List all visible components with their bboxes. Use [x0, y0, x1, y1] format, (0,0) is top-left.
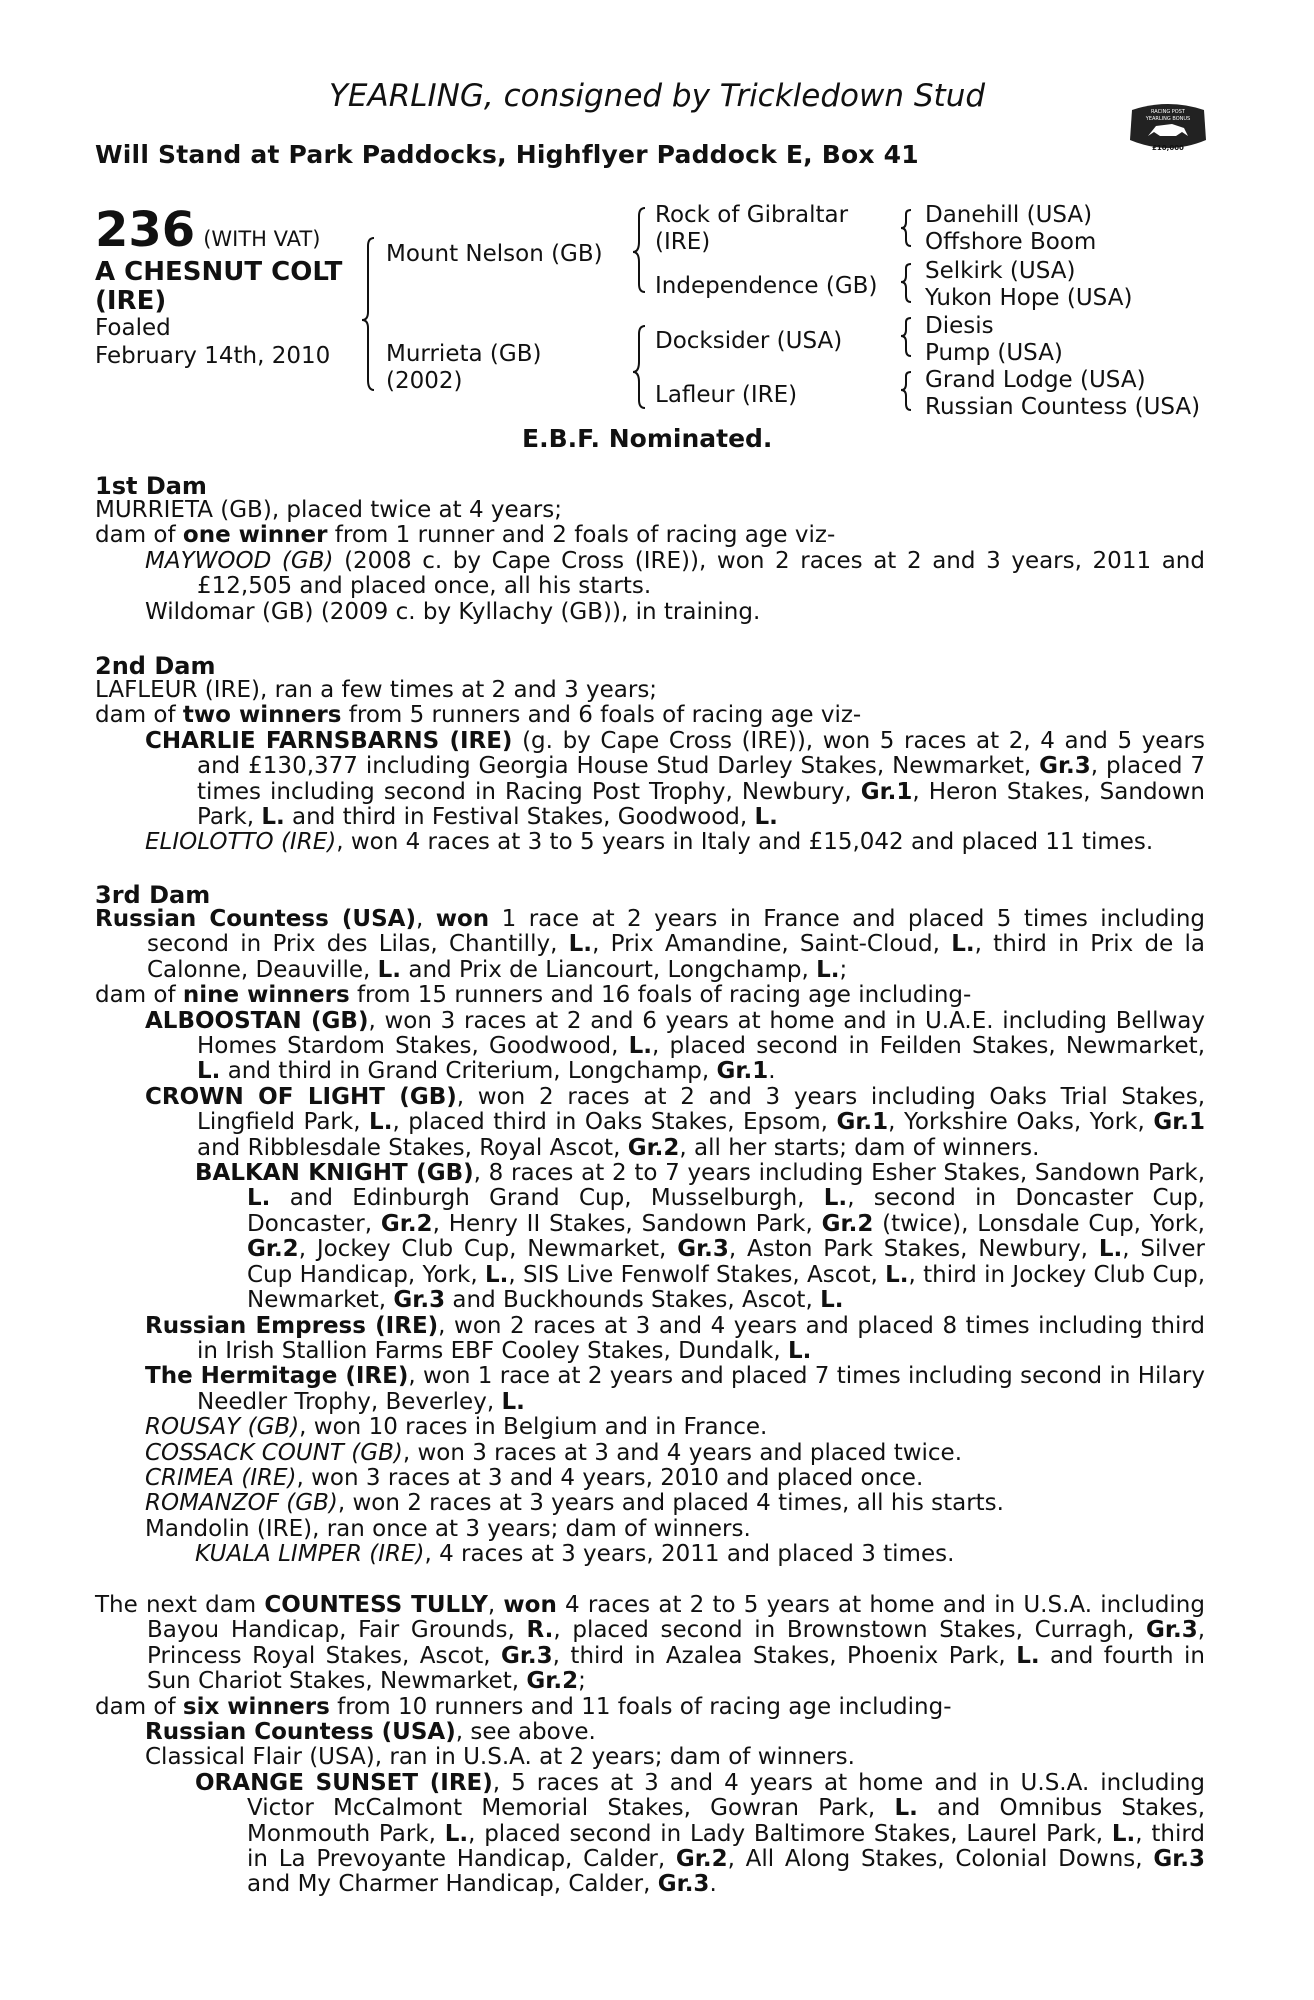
dam-year: (2002)	[386, 368, 463, 394]
progeny-entry: Russian Empress (IRE), won 2 races at 3 and 4 years and placed 8 times including third in Irish Stallion Farms EBF Cooley Stakes, Dundalk, L.	[145, 1312, 1205, 1364]
first-dam-heading: 1st Dam	[95, 472, 207, 500]
progeny-entry: The Hermitage (IRE), won 1 race at 2 years and placed 7 times including second in Hilary Needler Trophy, Beverley, L.	[145, 1363, 1205, 1415]
horse-description: A CHESNUT COLT (IRE)	[95, 257, 343, 316]
progeny-entry: MAYWOOD (GB) (2008 c. by Cape Cross (IRE)), won 2 races at 2 and 3 years, 2011 and £12,505 and placed once, all his starts.	[145, 547, 1205, 600]
progeny-entry: ELIOLOTTO (IRE), won 4 races at 3 to 5 years in Italy and £15,042 and placed 11 times.	[145, 829, 1154, 856]
progeny-entry: ROMANZOF (GB), won 2 races at 3 years and placed 4 times, all his starts.	[145, 1490, 1004, 1517]
progeny-entry: Russian Countess (USA), see above.	[145, 1719, 596, 1746]
badge-mid-text: YEARLING BONUS	[1145, 116, 1191, 122]
foaled-info: Foaled February 14th, 2010	[95, 315, 331, 369]
lot-number: 236 (WITH VAT)	[95, 202, 321, 258]
ebf-nomination: E.B.F. Nominated.	[522, 424, 773, 453]
granddam-3: Pump (USA)	[925, 340, 1063, 366]
grandsire-3: Diesis	[925, 313, 994, 339]
vat-note: (WITH VAT)	[203, 227, 321, 251]
progeny-entry: Wildomar (GB) (2009 c. by Kyllachy (GB)), in training.	[145, 598, 761, 625]
progeny-entry: CROWN OF LIGHT (GB), won 2 races at 2 and 3 years including Oaks Trial Stakes, Lingfield Park, L., placed third in Oaks Stakes, Epsom, Gr.1, Yorkshire Oaks, York, Gr.1 and Ribblesdale Stakes, Royal Ascot, Gr.2, all her starts; dam of winners.	[145, 1083, 1205, 1161]
third-dam-heading: 3rd Dam	[95, 881, 211, 909]
next-dam-section: The next dam COUNTESS TULLY, won 4 races at 2 to 5 years at home and in U.S.A. including Bayou Handicap, Fair Grounds, R., placed second in Brownstown Stakes, Curragh, Gr.3, Princess Royal Stakes, Ascot, Gr.3, third in Azalea Stakes, Phoenix Park, L. and fourth in Sun Chariot Stakes, Newmarket, Gr.2; dam of six winners from 10 runners and 11 foals of racing age including- Russian Countess (USA), see above. Classical Flair (USA), ran in U.S.A. at 2 years; dam of winners. ORANGE SUNSET (IRE), 5 races at 3 and 4 years at home and in U.S.A. including Victor McCalmont Memorial Stakes, Gowran Park, L. and Omnibus Stakes, Monmouth Park, L., placed second in Lady Baltimore Stakes, Laurel Park, L., third in La Prevoyante Handicap, Calder, Gr.2, All Along Stakes, Colonial Downs, Gr.3 and My Charmer Handicap, Calder, Gr.3.	[95, 1592, 1206, 1898]
progeny-entry: ORANGE SUNSET (IRE), 5 races at 3 and 4 years at home and in U.S.A. including Victor McCalmont Memorial Stakes, Gowran Park, L. and Omnibus Stakes, Monmouth Park, L., placed second in Lady Baltimore Stakes, Laurel Park, L., third in La Prevoyante Handicap, Calder, Gr.2, All Along Stakes, Colonial Downs, Gr.3 and My Charmer Handicap, Calder, Gr.3.	[195, 1769, 1206, 1898]
stand-location: Will Stand at Park Paddocks, Highflyer Paddock E, Box 41	[95, 140, 919, 169]
grandsire-4: Grand Lodge (USA)	[925, 367, 1146, 393]
sire-sire-name: Rock of Gibraltar (IRE)	[655, 202, 849, 255]
progeny-entry: BALKAN KNIGHT (GB), 8 races at 2 to 7 years including Esher Stakes, Sandown Park, L. and Edinburgh Grand Cup, Musselburgh, L., second in Doncaster Cup, Doncaster, Gr.2, Henry II Stakes, Sandown Park, Gr.2 (twice), Lonsdale Cup, York, Gr.2, Jockey Club Cup, Newmarket, Gr.3, Aston Park Stakes, Newbury, L., Silver Cup Handicap, York, L., SIS Live Fenwolf Stakes, Ascot, L., third in Jockey Club Cup, Newmarket, Gr.3 and Buckhounds Stakes, Ascot, L.	[195, 1160, 1205, 1314]
progeny-entry: CRIMEA (IRE), won 3 races at 3 and 4 years, 2010 and placed once.	[145, 1464, 924, 1491]
first-dam-section: MURRIETA (GB), placed twice at 4 years; dam of one winner from 1 runner and 2 foals of racing age viz- MAYWOOD (GB) (2008 c. by Cape Cross (IRE)), won 2 races at 2 and 3 years, 2011 and £12,505 and placed once, all his starts. Wildomar (GB) (2009 c. by Kyllachy (GB)), in training.	[95, 497, 1205, 625]
progeny-entry: ROUSAY (GB), won 10 races in Belgium and in France.	[145, 1414, 768, 1441]
badge-bottom-text: £10,000	[1152, 144, 1184, 152]
second-dam-heading: 2nd Dam	[95, 652, 216, 680]
dam-sire-name: Docksider (USA)	[655, 328, 843, 354]
grandsire-2: Selkirk (USA)	[925, 258, 1076, 284]
grandsire-1: Danehill (USA)	[925, 202, 1093, 228]
progeny-entry: COSSACK COUNT (GB), won 3 races at 3 and 4 years and placed twice.	[145, 1439, 963, 1466]
progeny-entry: ALBOOSTAN (GB), won 3 races at 2 and 6 years at home and in U.A.E. including Bellway Homes Stardom Stakes, Goodwood, L., placed second in Feilden Stakes, Newmarket, L. and third in Grand Criterium, Longchamp, Gr.1.	[145, 1007, 1206, 1085]
dam-dam-name: Lafleur (IRE)	[655, 382, 798, 408]
dam-name: Murrieta (GB)	[386, 341, 542, 367]
progeny-entry: CHARLIE FARNSBARNS (IRE) (g. by Cape Cross (IRE)), won 5 races at 2, 4 and 5 years and £130,377 including Georgia House Stud Darley Stakes, Newmarket, Gr.3, placed 7 times including second in Racing Post Trophy, Newbury, Gr.1, Heron Stakes, Sandown Park, L. and third in Festival Stakes, Goodwood, L.	[145, 727, 1205, 831]
progeny-entry: Classical Flair (USA), ran in U.S.A. at 2 years; dam of winners.	[145, 1744, 855, 1771]
badge-top-text: RACING POST	[1151, 109, 1185, 115]
first-dam-line: MURRIETA (GB), placed twice at 4 years;	[95, 497, 562, 523]
granddam-1: Offshore Boom	[925, 229, 1097, 255]
granddam-2: Yukon Hope (USA)	[925, 285, 1133, 311]
third-dam-section: Russian Countess (USA), won 1 race at 2 years in France and placed 5 times including second in Prix des Lilas, Chantilly, L., Prix Amandine, Saint-Cloud, L., third in Prix de la Calonne, Deauville, L. and Prix de Liancourt, Longchamp, L.; dam of nine winners from 15 runners and 16 foals of racing age including- ALBOOSTAN (GB), won 3 races at 2 and 6 years at home and in U.A.E. including Bellway Homes Stardom Stakes, Goodwood, L., placed second in Feilden Stakes, Newmarket, L. and third in Grand Criterium, Longchamp, Gr.1. CROWN OF LIGHT (GB), won 2 races at 2 and 3 years including Oaks Trial Stakes, Lingfield Park, L., placed third in Oaks Stakes, Epsom, Gr.1, Yorkshire Oaks, York, Gr.1 and Ribblesdale Stakes, Royal Ascot, Gr.2, all her starts; dam of winners. BALKAN KNIGHT (GB), 8 races at 2 to 7 years including Esher Stakes, Sandown Park, L. and Edinburgh Grand Cup, Musselburgh, L., second in Doncaster Cup, Doncaster, Gr.2, Henry II Stakes, Sandown Park, Gr.2 (twice), Lonsdale Cup, York, Gr.2, Jockey Club Cup, Newmarket, Gr.3, Aston Park Stakes, Newbury, L., Silver Cup Handicap, York, L., SIS Live Fenwolf Stakes, Ascot, L., third in Jockey Club Cup, Newmarket, Gr.3 and Buckhounds Stakes, Ascot, L. Russian Empress (IRE), won 2 races at 3 and 4 years and placed 8 times including third in Irish Stallion Farms EBF Cooley Stakes, Dundalk, L. The Hermitage (IRE), won 1 race at 2 years and placed 7 times including second in Hilary Needler Trophy, Beverley, L. ROUSAY (GB), won 10 races in Belgium and in France. COSSACK COUNT (GB), won 3 races at 3 and 4 years and placed twice. CRIMEA (IRE), won 3 races at 3 and 4 years, 2010 and placed once. ROMANZOF (GB), won 2 races at 3 years and placed 4 times, all his starts. Mandolin (IRE), ran once at 3 years; dam of winners. KUALA LIMPER (IRE), 4 races at 3 years, 2011 and placed 3 times.	[95, 906, 1206, 1568]
sire-name: Mount Nelson (GB)	[386, 241, 603, 267]
second-dam-section: LAFLEUR (IRE), ran a few times at 2 and 3 years; dam of two winners from 5 runners and 6 foals of racing age viz- CHARLIE FARNSBARNS (IRE) (g. by Cape Cross (IRE)), won 5 races at 2, 4 and 5 years and £130,377 including Georgia House Stud Darley Stakes, Newmarket, Gr.3, placed 7 times including second in Racing Post Trophy, Newbury, Gr.1, Heron Stakes, Sandown Park, L. and third in Festival Stakes, Goodwood, L. ELIOLOTTO (IRE), won 4 races at 3 to 5 years in Italy and £15,042 and placed 11 times.	[95, 677, 1205, 856]
catalogue-heading: YEARLING, consigned by Trickledown Stud	[328, 78, 986, 114]
sire-dam-name: Independence (GB)	[655, 273, 878, 299]
progeny-entry: Mandolin (IRE), ran once at 3 years; dam of winners.	[145, 1515, 751, 1542]
granddam-4: Russian Countess (USA)	[925, 394, 1201, 420]
progeny-entry: KUALA LIMPER (IRE), 4 races at 3 years, 2011 and placed 3 times.	[195, 1541, 955, 1568]
